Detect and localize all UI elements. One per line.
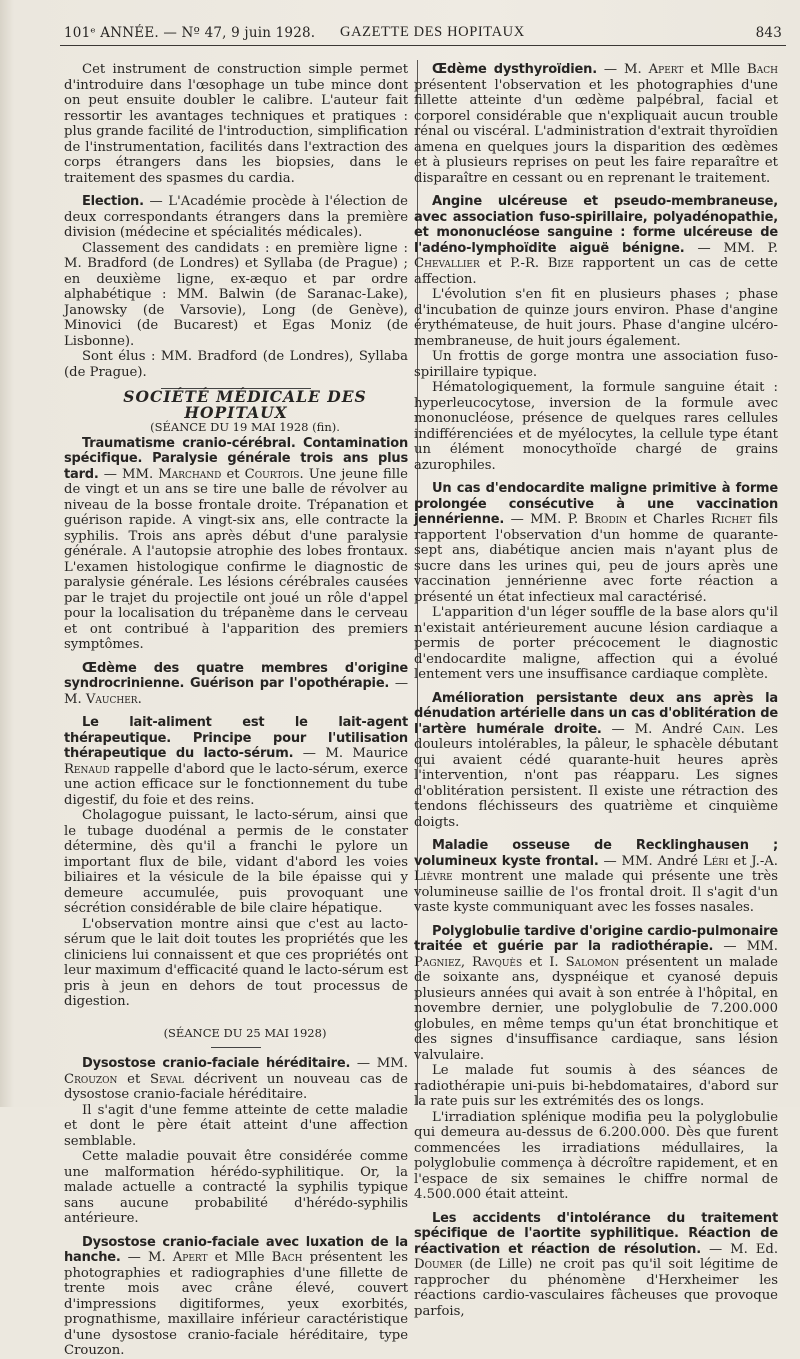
author: Vaucher <box>85 691 138 707</box>
article-election <box>64 194 408 241</box>
text: — M. Maurice <box>293 746 409 761</box>
article-title: Angine ulcéreuse et pseudo-membraneuse, avec association fuso-spirillaire, polyadénopathie, et mononucléose sanguine : forme ulcéreuse de l'adéno-lymphoïdite aiguë bénigne. <box>414 194 778 256</box>
article-text: rapportent un cas de cette affection. <box>414 256 778 287</box>
text: — M. <box>120 1250 173 1265</box>
author: Bach <box>747 62 778 77</box>
article-title: Dysostose cranio-faciale héréditaire. <box>82 1056 351 1071</box>
article-amelioration <box>414 691 778 831</box>
article-text: présentent un malade de soixante ans, dyspnéique et cyanosé depuis plusieurs années qui avait à son entrée à l'hôpital, en novembre dernier, une polyglobulie de 7.200.000 globules, en même temps qu'un état bronchitique et des signes d'insuffisance cardiaque, sans lésion valvulaire. <box>414 954 778 1063</box>
article-title: Œdème des quatre membres d'origine syndrocrinienne. Guérison par l'opothérapie. <box>64 660 408 691</box>
article-angine <box>414 194 778 287</box>
journal-title: GAZETTE DES HOPITAUX <box>340 24 525 40</box>
text: — M. <box>596 62 649 77</box>
article-title: Election. <box>82 194 144 209</box>
text: et P.-R. <box>479 256 548 271</box>
right-column <box>414 62 778 1319</box>
article-text: présentent l'observation et les photographies d'une fillette atteinte d'un œdème palpébral, facial et corporel considérable que n'expliquait aucun trouble rénal ou viscéral. L'administration d'extrait thyroïdien amena en quelques jours la disparition des œdèmes et à plusieurs reprises on peut les faire reparaître et disparaître en cessant ou en reprenant le traitement. <box>414 77 778 186</box>
article-text: décrivent un nouveau cas de dysostose cranio-faciale héréditaire. <box>64 1071 408 1102</box>
article-title: Un cas d'endocardite maligne primitive à forme prolongée consécutive à une vaccination jennérienne. <box>414 481 778 527</box>
author: Bize <box>547 256 574 271</box>
author: Marchand <box>158 466 222 482</box>
paragraph: L'irradiation splénique modifia peu la polyglobulie qui demeura au-dessus de 6.200.000. Dès que furent commencées les irradiations médullaires, la polyglobulie commença à décroître rapidement, et en l'espace de six semaines le chiffre normal de 4.500.000 était atteint. <box>414 1109 778 1202</box>
paragraph: Le malade fut soumis à des séances de radiothérapie uni-puis bi-hebdomataires, d'abord sur la rate puis sur les extrémités des os longs. <box>414 1063 778 1109</box>
article-title: Amélioration persistante deux ans après la dénudation artérielle dans un cas d'oblitération de l'artère humérale droite. <box>414 690 778 737</box>
paragraph: L'évolution s'en fit en plusieurs phases ; phase d'incubation de quinze jours environ. Phase d'angine érythémateuse, de huit jours. Phase d'angine ulcéro-membraneuse, de huit jours également. <box>414 287 778 349</box>
article-text: fils rapportent l'observation d'un homme de quarante-sept ans, diabétique ancien mais n'ayant plus de sucre dans les urines qui, peu de jours après une vaccination jennérienne avec forte réaction a présenté un état infectieux mal caractérisé. <box>414 512 778 605</box>
paragraph: Cette maladie pouvait être considérée comme une malformation hérédo-syphilitique. Or, la malade actuelle a contracté la syphilis typique sans aucune probabilité d'hérédo-syphilis antérieure. <box>64 1149 408 1226</box>
article-title: Maladie osseuse de Recklinghausen ; volumineux kyste frontal. <box>414 838 778 869</box>
article-title: Les accidents d'intolérance du traitement spécifique de l'aortite syphilitique. Réaction de réactivation et réaction de résolution. <box>414 1210 778 1257</box>
paragraph: Cholagogue puissant, le lacto-sérum, ainsi que le tubage duodénal a permis de le constater détermine, dès qu'il a franchi le pylore un important flux de bile, vidant d'abord les voies biliaires et la vésicule de la bile épaisse qui y demeure accumulée, puis provoquant une sécrétion considérable de bile claire hépatique. <box>64 808 408 916</box>
article-lait <box>64 715 408 808</box>
article-title: Le lait-aliment est le lait-agent thérapeutique. Principe pour l'utilisation thérapeutique du lacto-sérum. <box>64 715 408 761</box>
paragraph: Il s'agit d'une femme atteinte de cette maladie et dont le père était atteint d'une affection semblable. <box>64 1102 408 1149</box>
author: Courtois <box>244 466 300 482</box>
article-oedeme-dysthyroidien <box>414 62 778 186</box>
text: et I. <box>522 954 566 970</box>
author: Pagniez <box>414 954 461 970</box>
text: et Charles <box>627 512 711 527</box>
text: — MM. P. <box>684 240 778 256</box>
text: — MM. P. <box>504 512 585 527</box>
author: Cain <box>712 721 741 737</box>
author: Brodin <box>584 512 628 527</box>
section-rule <box>211 1047 261 1048</box>
author: Bach <box>271 1250 303 1265</box>
author: Renaud <box>64 761 110 777</box>
paragraph: Hématologiquement, la formule sanguine était : hyperleucocytose, inversion de la formule avec mononucléose, présence de quelques rares cellules indifférenciées et de myélocytes, la cellule type étant un élément monocythoïde chargé de grains azurophiles. <box>414 380 778 473</box>
text: et J.-A. <box>728 853 778 869</box>
text: — MM. <box>98 466 159 482</box>
author: Lièvre <box>414 869 453 884</box>
article-traumatisme <box>64 436 408 653</box>
text: et <box>221 466 245 482</box>
article-title: Polyglobulie tardive d'origine cardio-pulmonaire traitée et guérie par la radiothérapie. <box>414 923 778 954</box>
author: Seval <box>150 1071 185 1087</box>
article-polyglobulie <box>414 924 778 1064</box>
author: Salomon <box>565 954 619 970</box>
page-number: 843 <box>755 25 782 41</box>
text: — MM. <box>350 1056 408 1071</box>
author: Ravquès <box>471 954 523 970</box>
article-recklinghausen <box>414 838 778 916</box>
text: — MM. André <box>598 853 703 869</box>
text: et <box>117 1071 151 1087</box>
author: Crouzon <box>64 1071 118 1087</box>
article-dysostose <box>64 1056 408 1103</box>
text: — M. André <box>601 721 713 737</box>
author: Richet <box>710 512 752 527</box>
text: et Mlle <box>683 62 748 77</box>
paragraph: L'observation montre ainsi que c'est au lacto-sérum que le lait doit toutes les propriétés que les cliniciens lui connaissent et que ces propriétés ont leur maximum d'efficacité quand le lacto-sérum est pris à jeun en dehors de tout processus de digestion. <box>64 916 408 1009</box>
article-title: Dysostose cranio-faciale avec luxation de la hanche. <box>64 1234 408 1265</box>
author: Apert <box>648 62 684 77</box>
paragraph: L'apparition d'un léger souffle de la base alors qu'il n'existait antérieurement aucune lésion cardiaque a permis de porter précocement le diagnostic d'endocardite maligne, affection qui a évolué lentement vers une insuffisance cardiaque complète. <box>414 605 778 682</box>
society-heading: SOCIÉTÉ MÉDICALE DES HOPITAUX <box>123 387 367 422</box>
article-text: — L'Académie procède à l'élection de deux correspondants étrangers dans la première division (médecine et spécialités médicales). <box>64 194 408 240</box>
article-text: présentent les photographies et radiographies d'une fillette de trente mois avec crâne élevé, couvert d'impressions digitiformes, yeux exorbités, prognathisme, maxillaire inférieur caractéristique d'une dysostose cranio-faciale héréditaire, type Crouzon. <box>64 1250 408 1358</box>
text: , <box>460 954 472 970</box>
author: Chevallier <box>414 256 480 271</box>
article-title: Œdème dysthyroïdien. <box>432 62 597 77</box>
article-dysostose-hanche <box>64 1235 408 1359</box>
left-column <box>64 62 408 1359</box>
paragraph: Un frottis de gorge montra une association fuso-spirillaire typique. <box>414 349 778 380</box>
author: Léri <box>702 853 729 869</box>
text: — MM. <box>713 939 778 954</box>
text: . <box>137 691 142 707</box>
author: Apert <box>172 1250 208 1265</box>
session-date: (SÉANCE DU 25 MAI 1928) <box>163 1025 327 1040</box>
paragraph: Sont élus : MM. Bradford (de Londres), Syllaba (de Prague). <box>64 349 408 380</box>
article-text: montrent une malade qui présente une très volumineuse saillie de l'os frontal droit. Il s'agit d'un vaste kyste communiquant avec les fosses nasales. <box>414 869 778 915</box>
article-aortite <box>414 1211 778 1320</box>
text: — M. Ed. <box>700 1241 779 1257</box>
author: Doumer <box>414 1257 463 1272</box>
session-date: (SÉANCE DU 19 MAI 1928 (fin). <box>150 420 340 434</box>
text: et Mlle <box>207 1250 272 1265</box>
article-text: . Une jeune fille de vingt et un ans se tire une balle de révolver au niveau de la bosse frontale droite. Trépanation et guérison rapide. A vingt-six ans, elle contracte la syphilis. Trois ans après début d'une paralysie générale. A l'autopsie atrophie des lobes frontaux. L'examen histologique confirme le diagnostic de paralysie générale. Les lésions cérébrales causées par le trajet du projectile ont joué un rôle d'appel pour la localisation du trépanème dans le cerveau et ont contribué à l'apparition des premiers symptômes. <box>64 466 408 652</box>
page-header <box>64 22 782 44</box>
article-endocardite <box>414 481 778 605</box>
article-text: rappelle d'abord que le lacto-sérum, exerce une action efficace sur le fonctionnement du tube digestif, du foie et des reins. <box>64 761 408 808</box>
text: — M. <box>64 676 409 707</box>
issue-line: 101ᵉ ANNÉE. — Nº 47, 9 juin 1928. <box>64 25 316 41</box>
article-text: . Les douleurs intolérables, la pâleur, le sphacèle débutant qui avaient cédé quarante-huit heures après l'intervention, n'ont pas réapparu. Les signes d'oblitération persistent. Il existe une rétraction des tendons fléchisseurs des quatrième et cinquième doigts. <box>414 721 779 830</box>
header-rule <box>60 45 786 46</box>
paragraph: Classement des candidats : en première ligne : M. Bradford (de Londres) et Syllaba (de Prague) ; en deuxième ligne, ex-æquo et par ordre alphabétique : MM. Balwin (de Saranac-Lake), Janowsky (de Varsovie), Long (de Genève), Minovici (de Bucarest) et Egas Moniz (de Lisbonne). <box>64 240 408 349</box>
article-text: (de Lille) ne croit pas qu'il soit légitime de rapprocher du phénomène d'Herxheimer les réactions cardio-vasculaires fâcheuses que provoque parfois, <box>414 1257 778 1319</box>
article-title: Traumatisme cranio-cérébral. Contamination spécifique. Paralysie générale trois ans plus tard. <box>64 435 408 482</box>
article-oedeme <box>64 661 408 708</box>
paragraph: Cet instrument de construction simple permet d'introduire dans l'œsophage un tube mince dont on peut ensuite doubler le calibre. L'auteur fait ressortir les avantages techniques et pratiques : plus grande facilité de l'introduction, simplification de l'instrumentation, facilités dans l'extraction des corps étrangers dans les biopsies, dans le traitement des spasmes du cardia. <box>64 62 408 186</box>
